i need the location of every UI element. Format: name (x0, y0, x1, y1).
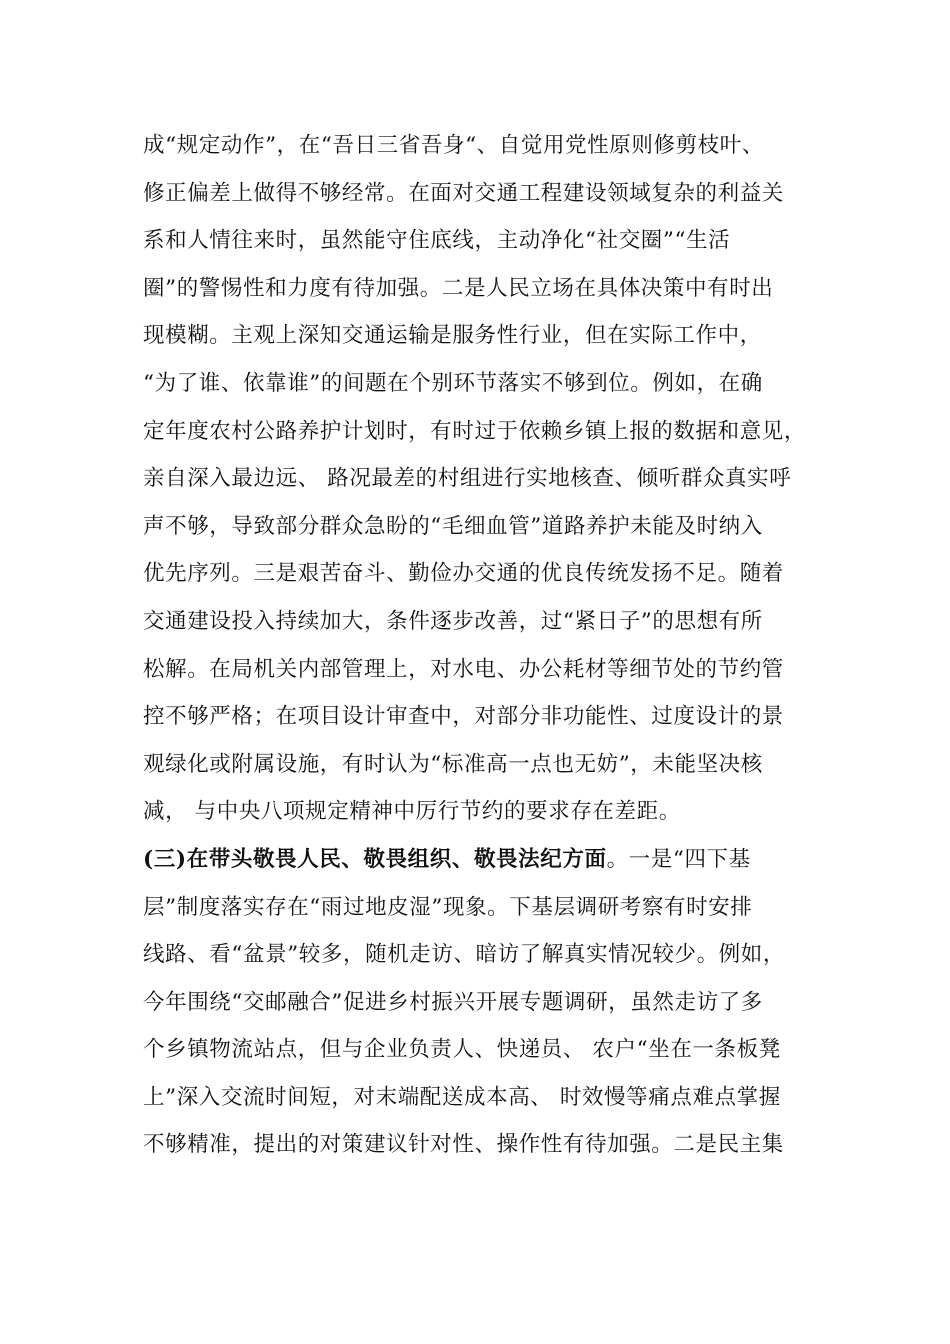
text-line: 观绿化或附属设施，有时认为“标准高一点也无妨”，未能坚决核 (143, 751, 763, 777)
text-line: 减， 与中央八项规定精神中厉行节约的要求存在差距。 (143, 799, 681, 825)
text-line: 控不够严格；在项目设计审查中，对部分非功能性、过度设计的景 (143, 704, 784, 730)
text-line: 声不够，导致部分群众急盼的“毛细血管”道路养护未能及时纳入 (143, 513, 763, 539)
text-line: 上”深入交流时间短，对末端配送成本高、 时效慢等痛点难点掌握 (143, 1084, 781, 1110)
text-line: 现模糊。主观上深知交通运输是服务性行业，但在实际工作中， (143, 323, 762, 349)
text-line: 亲自深入最边远、 路况最差的村组进行实地核查、倾听群众真实呼 (143, 466, 792, 492)
text-line: 圈”的警惕性和力度有待加强。二是人民立场在具体决策中有时出 (143, 275, 774, 301)
section-heading-line (143, 836, 813, 884)
text-line: 层”制度落实存在“雨过地皮湿”现象。下基层调研考察有时安排 (143, 894, 753, 920)
text-line: 松解。在局机关内部管理上，对水电、办公耗材等细节处的节约管 (143, 656, 784, 682)
text-line: 定年度农村公路养护计划时，有时过于依赖乡镇上报的数据和意见， (143, 418, 807, 444)
section-heading: (三)在带头敬畏人民、敬畏组织、敬畏法纪方面 (143, 846, 607, 872)
text-line: 成“规定动作”，在“吾日三省吾身“、自觉用党性原则修剪枝叶、 (143, 133, 764, 158)
text-line: 优先序列。三是艰苦奋斗、勤俭办交通的优良传统发扬不足。随着 (143, 561, 784, 587)
text-line: 线路、看“盆景”较多，随机走访、暗访了解真实情况较少。例如， (143, 942, 785, 968)
text-line: “为了谁、依靠谁”的间题在个别环节落实不够到位。例如，在确 (143, 370, 763, 396)
document-body (143, 122, 813, 1169)
text-line: 个乡镇物流站点，但与企业负责人、快递员、 农户“坐在一条板凳 (143, 1037, 781, 1063)
text-line: 修正偏差上做得不够经常。在面对交通工程建设领域复杂的利益关 (143, 180, 784, 206)
text-line: 交通建设投入持续加大，条件逐步改善，过“紧日子”的思想有所 (143, 608, 763, 634)
text-line: 不够精准，提出的对策建议针对性、操作性有待加强。二是民主集 (143, 1132, 784, 1158)
text-line: 系和人情往来时，虽然能守住底线，主动净化“社交圈”“生活 (143, 228, 731, 254)
section-heading-continuation: 。一是“四下基 (606, 846, 751, 872)
text-line: 今年围绕“交邮融合”促进乡村振兴开展专题调研，虽然走访了多 (143, 989, 763, 1015)
